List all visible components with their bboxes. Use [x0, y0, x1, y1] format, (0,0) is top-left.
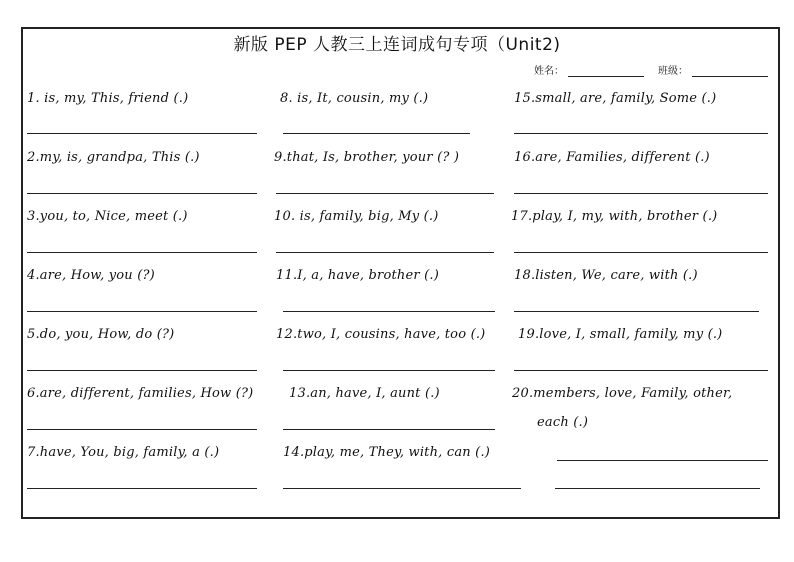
- answer-line-12[interactable]: [283, 370, 495, 371]
- question-5: 5.do, you, How, do (?): [27, 327, 175, 342]
- question-1: 1. is, my, This, friend (.): [27, 91, 189, 106]
- answer-line-15[interactable]: [514, 133, 768, 134]
- answer-line-20a[interactable]: [557, 460, 768, 461]
- answer-line-1[interactable]: [27, 133, 257, 134]
- question-9: 9.that, Is, brother, your (? ): [274, 150, 460, 165]
- student-info: [534, 62, 768, 77]
- question-7: 7.have, You, big, family, a (.): [27, 445, 220, 460]
- question-3: 3.you, to, Nice, meet (.): [27, 209, 188, 224]
- class-label: 班级：: [658, 66, 688, 77]
- answer-line-5[interactable]: [27, 370, 257, 371]
- question-12: 12.two, I, cousins, have, too (.): [276, 327, 486, 342]
- name-blank[interactable]: [568, 66, 644, 77]
- answer-line-7[interactable]: [27, 488, 257, 489]
- question-4: 4.are, How, you (?): [27, 268, 155, 283]
- question-18: 18.listen, We, care, with (.): [514, 268, 698, 283]
- question-2: 2.my, is, grandpa, This (.): [27, 150, 200, 165]
- question-6: 6.are, different, families, How (?): [27, 386, 254, 401]
- question-20-continued: each (.): [537, 415, 589, 430]
- worksheet-title: 新版 PEP 人教三上连词成句专项（Unit2): [233, 35, 561, 55]
- question-19: 19.love, I, small, family, my (.): [518, 327, 723, 342]
- answer-line-4[interactable]: [27, 311, 257, 312]
- answer-line-9[interactable]: [276, 193, 494, 194]
- question-20: 20.members, love, Family, other,: [512, 386, 733, 401]
- answer-line-16[interactable]: [514, 193, 768, 194]
- question-8: 8. is, It, cousin, my (.): [280, 91, 429, 106]
- answer-line-3[interactable]: [27, 252, 257, 253]
- name-label: 姓名：: [534, 66, 564, 77]
- question-14: 14.play, me, They, with, can (.): [283, 445, 491, 460]
- answer-line-18[interactable]: [514, 311, 759, 312]
- question-13: 13.an, have, I, aunt (.): [289, 386, 440, 401]
- question-10: 10. is, family, big, My (.): [274, 209, 439, 224]
- answer-line-10[interactable]: [276, 252, 494, 253]
- answer-line-2[interactable]: [27, 193, 257, 194]
- answer-line-11[interactable]: [283, 311, 495, 312]
- answer-line-6[interactable]: [27, 429, 257, 430]
- answer-line-14[interactable]: [283, 488, 521, 489]
- answer-line-13[interactable]: [283, 429, 495, 430]
- question-11: 11.I, a, have, brother (.): [276, 268, 439, 283]
- answer-line-19[interactable]: [514, 370, 768, 371]
- question-17: 17.play, I, my, with, brother (.): [511, 209, 718, 224]
- class-blank[interactable]: [692, 66, 768, 77]
- answer-line-8[interactable]: [283, 133, 470, 134]
- answer-line-17[interactable]: [514, 252, 768, 253]
- question-16: 16.are, Families, different (.): [514, 150, 710, 165]
- answer-line-20b[interactable]: [555, 488, 760, 489]
- question-15: 15.small, are, family, Some (.): [514, 91, 717, 106]
